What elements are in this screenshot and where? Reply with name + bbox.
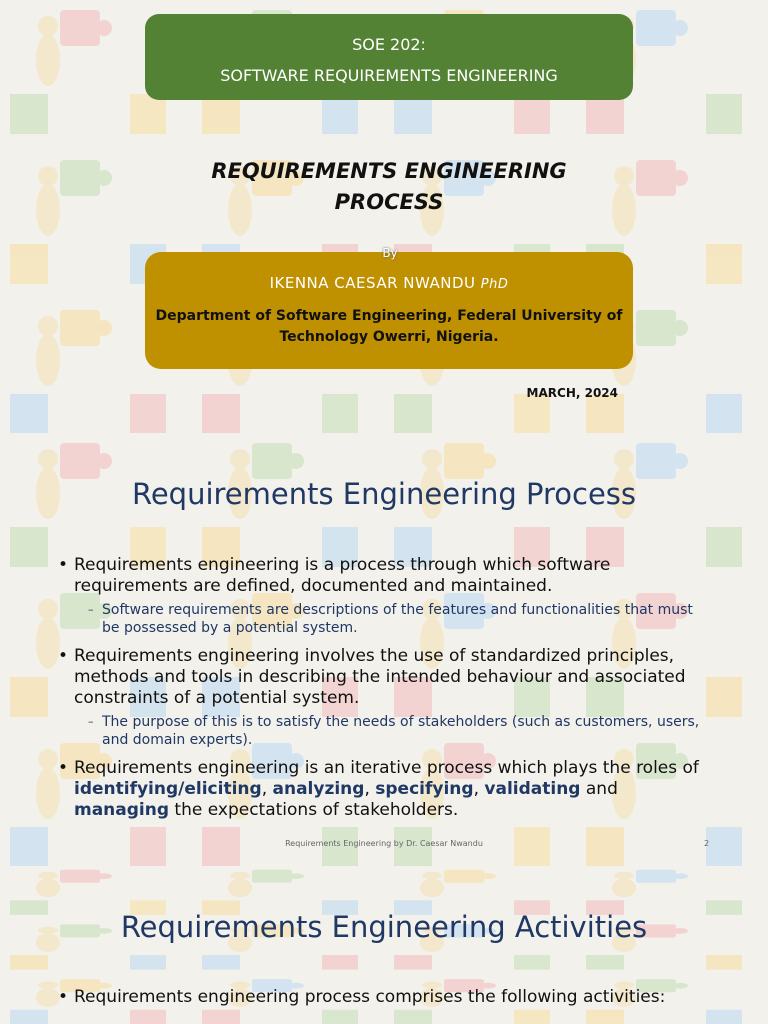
activities-slide bbox=[0, 866, 768, 1024]
bullet-list bbox=[58, 555, 708, 825]
author-banner bbox=[145, 252, 633, 369]
department bbox=[145, 306, 633, 348]
separator: , bbox=[364, 779, 376, 799]
by-label: By bbox=[382, 246, 398, 260]
connector: and bbox=[580, 779, 618, 799]
course-title: SOFTWARE REQUIREMENTS ENGINEERING bbox=[220, 66, 558, 85]
highlight-term: analyzing bbox=[272, 779, 365, 799]
separator: , bbox=[473, 779, 485, 799]
bullet-text: Requirements engineering is an iterative process which plays the roles of bbox=[74, 758, 699, 778]
bullet-item bbox=[58, 758, 708, 821]
author-name-text: IKENNA CAESAR NWANDU bbox=[269, 274, 476, 292]
bullet-list bbox=[58, 987, 708, 1012]
puzzle-piece-icon bbox=[10, 160, 166, 284]
puzzle-piece-icon bbox=[10, 310, 166, 433]
page-number: 2 bbox=[704, 839, 710, 848]
slide-heading: Requirements Engineering Process bbox=[131, 477, 637, 511]
course-code: SOE 202: bbox=[352, 35, 426, 54]
slide-footer: Requirements Engineering by Dr. Caesar Nwandu bbox=[285, 839, 483, 848]
puzzle-piece-icon bbox=[10, 870, 166, 915]
puzzle-piece-icon bbox=[10, 10, 166, 134]
title-line-1: REQUIREMENTS ENGINEERING bbox=[211, 159, 567, 183]
puzzle-piece-icon bbox=[394, 870, 550, 915]
puzzle-piece-icon bbox=[586, 870, 742, 915]
highlight-term: identifying/eliciting bbox=[74, 779, 262, 799]
department-line-1: Department of Software Engineering, Federal University of bbox=[155, 308, 623, 324]
bullet-item: • Requirements engineering is a process through which software requirements are defined, documented and maintained. bbox=[58, 555, 708, 597]
sub-bullet-item: – Software requirements are descriptions of the features and functionalities that must be possessed by a potential system. bbox=[58, 601, 708, 637]
title-slide bbox=[0, 0, 768, 433]
course-banner bbox=[145, 14, 633, 100]
bullet-item: • Requirements engineering involves the use of standardized principles, methods and tools in describing the intended behaviour and associated constraints of a potential system. bbox=[58, 646, 708, 709]
highlight-term: specifying bbox=[375, 779, 474, 799]
highlight-term: validating bbox=[484, 779, 581, 799]
bullet-text: the expectations of stakeholders. bbox=[169, 800, 459, 820]
highlight-term: managing bbox=[74, 800, 170, 820]
bullet-item: • Requirements engineering process comprises the following activities: bbox=[58, 987, 708, 1008]
presentation-date: MARCH, 2024 bbox=[526, 386, 618, 400]
sub-bullet-item: – The purpose of this is to satisfy the needs of stakeholders (such as customers, users, and domain experts). bbox=[58, 713, 708, 749]
puzzle-piece-icon bbox=[202, 870, 358, 915]
separator: , bbox=[261, 779, 273, 799]
process-slide bbox=[0, 433, 768, 866]
title-line-2: PROCESS bbox=[334, 190, 444, 214]
author-degree: PhD bbox=[480, 277, 509, 292]
department-line-2: Technology Owerri, Nigeria. bbox=[279, 329, 499, 345]
presentation-title bbox=[150, 156, 628, 218]
slide-heading: Requirements Engineering Activities bbox=[120, 910, 648, 944]
author-name bbox=[145, 274, 633, 292]
